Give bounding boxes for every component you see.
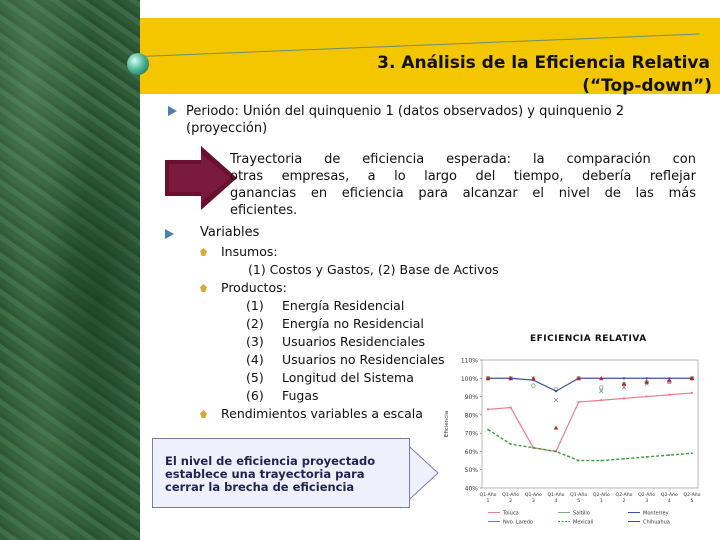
data-point: [555, 390, 557, 392]
bullet-arrow-icon: [168, 106, 177, 116]
x-tick-label: 5: [690, 499, 694, 504]
x-tick-label: 5: [577, 499, 581, 504]
callout-line-3: cerrar la brecha de eficiencia: [165, 480, 355, 494]
efficiency-chart: [440, 338, 710, 538]
page-title: 3. Análisis de la Eficiencia Relativa: [377, 53, 710, 73]
trayectoria-line-3: ganancias en eficiencia para alcanzar el nivel de las más: [230, 186, 696, 201]
y-tick-label: 100%: [460, 375, 478, 383]
variables-heading: Variables: [200, 225, 260, 240]
data-point: [555, 451, 557, 453]
y-tick-label: 40%: [464, 485, 478, 493]
data-point: [487, 429, 489, 431]
producto-label-5: Longitud del Sistema: [282, 370, 414, 385]
y-tick-label: 70%: [464, 430, 478, 438]
data-point: [646, 456, 648, 458]
data-point: [487, 408, 489, 410]
chart-title: EFICIENCIA RELATIVA: [530, 334, 647, 344]
x-tick-label: Q2-Año: [660, 493, 678, 498]
data-point: [668, 394, 670, 396]
producto-num-1: (1): [246, 298, 264, 313]
producto-label-4: Usuarios no Residenciales: [282, 352, 445, 367]
right-arrow-icon: [165, 146, 237, 210]
legend-label: Toluca: [503, 510, 519, 517]
periodo-body-cont: (proyección): [186, 121, 268, 136]
x-tick-label: 3: [531, 499, 535, 504]
data-point: [623, 458, 625, 460]
callout-line-2: establece una trayectoria para: [165, 467, 365, 481]
x-tick-label: Q2-Año: [638, 493, 656, 498]
productos-label: Productos:: [221, 280, 287, 295]
producto-label-2: Energía no Residencial: [282, 316, 424, 331]
y-tick-label: 90%: [464, 394, 478, 402]
x-tick-label: Q1-Año: [502, 493, 520, 498]
data-point: [533, 447, 535, 449]
insumos-items: (1) Costos y Gastos, (2) Base de Activos: [248, 262, 499, 277]
trayectoria-line-4: eficientes.: [230, 203, 298, 218]
data-point: [623, 397, 625, 399]
y-tick-label: 60%: [464, 448, 478, 456]
data-point: [510, 443, 512, 445]
data-point: [577, 401, 579, 403]
decorative-sidebar: [0, 0, 140, 540]
x-tick-label: 2: [509, 499, 513, 504]
insumos-label: Insumos:: [221, 244, 278, 259]
x-tick-label: Q1-Año: [479, 493, 497, 498]
callout-line-1: El nivel de eficiencia proyectado: [165, 454, 376, 468]
x-tick-label: 2: [622, 499, 626, 504]
plot-area: [482, 360, 698, 488]
data-point: [645, 395, 647, 397]
producto-num-6: (6): [246, 388, 264, 403]
legend-label: Nvo. Laredo: [503, 519, 533, 526]
x-tick-label: 1: [599, 499, 603, 504]
periodo-body: : Unión del quinquenio 1 (datos observados) y quinquenio 2: [234, 104, 625, 119]
x-tick-label: 3: [645, 499, 649, 504]
legend-label: Chihuahua: [643, 519, 670, 526]
data-point: [691, 392, 693, 394]
producto-label-1: Energía Residencial: [282, 298, 405, 313]
data-point: [691, 452, 693, 454]
producto-label-6: Fugas: [282, 388, 319, 403]
title-banner: [140, 18, 720, 94]
x-tick-label: Q1-Año: [570, 493, 588, 498]
producto-num-3: (3): [246, 334, 264, 349]
x-tick-label: Q2-Año: [592, 493, 610, 498]
y-tick-label: 50%: [464, 467, 478, 475]
data-point: [623, 377, 625, 379]
producto-label-3: Usuarios Residenciales: [282, 334, 426, 349]
data-point: [600, 399, 602, 401]
trayectoria-text: [230, 151, 696, 219]
periodo-label: Periodo: [186, 104, 235, 119]
y-tick-label: 110%: [460, 357, 478, 365]
bullet-diamond-icon: [200, 410, 207, 418]
bullet-diamond-icon: [200, 284, 207, 292]
periodo-text: [186, 103, 716, 137]
producto-num-4: (4): [246, 352, 264, 367]
legend-label: Saltillo: [573, 510, 590, 517]
decorative-knob-icon: [127, 53, 149, 75]
data-point: [645, 377, 647, 379]
data-point: [578, 460, 580, 462]
bullet-arrow-icon: [165, 229, 174, 239]
callout-box: [152, 438, 410, 508]
x-tick-label: 4: [554, 499, 558, 504]
y-axis-label: Eficiencia: [444, 410, 450, 438]
x-tick-label: 4: [667, 499, 671, 504]
x-tick-label: Q2-Año: [683, 493, 701, 498]
trayectoria-line-1: Trayectoria de eficiencia esperada: la comparación con: [230, 152, 696, 167]
page-subtitle: (“Top-down”): [582, 76, 712, 96]
trayectoria-line-2: otras empresas, a lo largo del tiempo, debería reflejar: [230, 169, 696, 184]
producto-num-2: (2): [246, 316, 264, 331]
rendimientos-text: Rendimientos variables a escala: [221, 406, 423, 421]
x-tick-label: 1: [486, 499, 490, 504]
y-tick-label: 80%: [464, 412, 478, 420]
data-point: [669, 454, 671, 456]
legend-label: Monterrey: [643, 510, 669, 517]
producto-num-5: (5): [246, 370, 264, 385]
data-point: [509, 406, 511, 408]
x-tick-label: Q1-Año: [524, 493, 542, 498]
x-tick-label: Q1-Año: [547, 493, 565, 498]
x-tick-label: Q2-Año: [615, 493, 633, 498]
data-point: [601, 460, 603, 462]
bullet-diamond-icon: [200, 248, 207, 256]
legend-label: Mexicali: [573, 519, 594, 526]
